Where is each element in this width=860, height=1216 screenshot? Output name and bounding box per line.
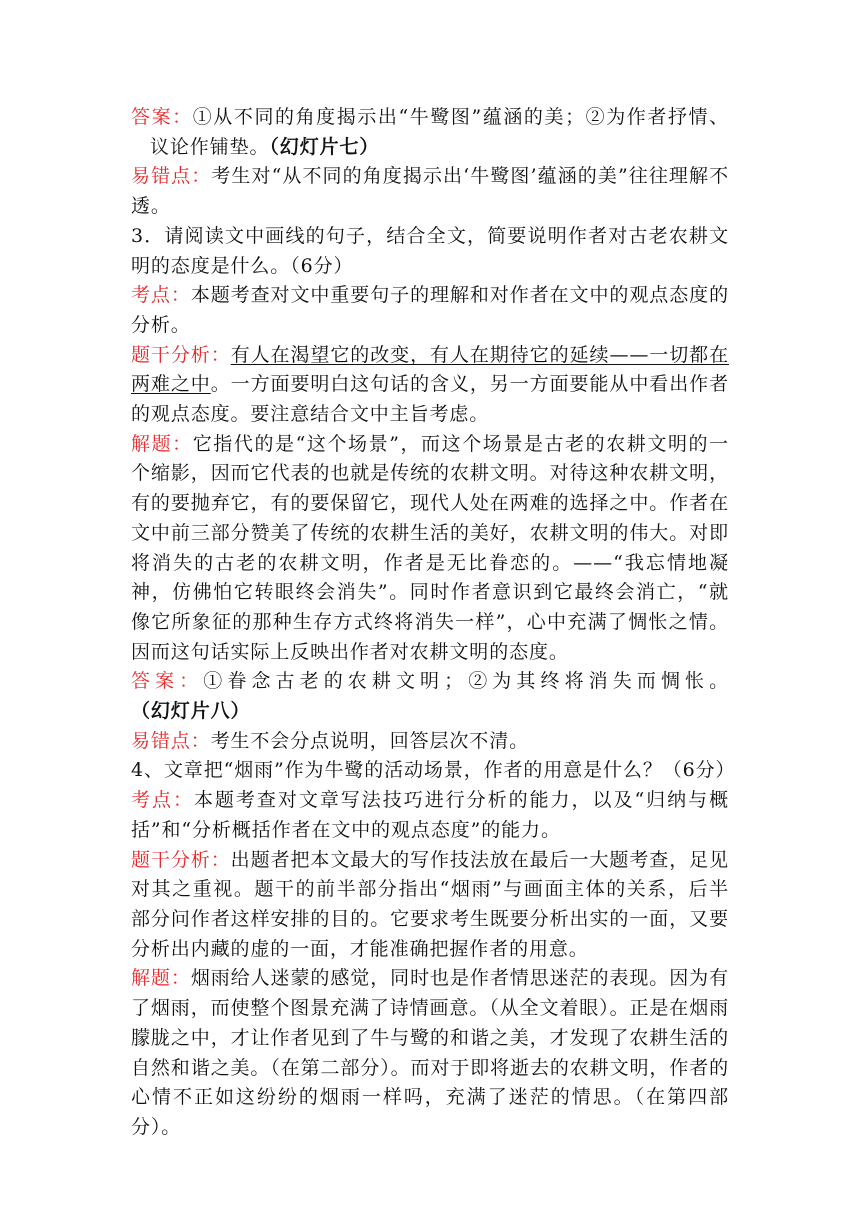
stem-analysis-paragraph-q3: [131, 341, 729, 430]
question-4: 4、文章把“烟雨”作为牛鹭的活动场景，作者的用意是什么？（6分）: [131, 759, 736, 782]
solution-text: 烟雨给人迷蒙的感觉，同时也是作者情思迷茫的表现。因为有了烟雨，而使整个图景充满了诗情画意。（从全文着眼）。正是在烟雨朦胧之中，才让作者见到了牛与鹭的和谐之美，才发现了农耕生活的自然和谐之美。（在第二部分）。而对于即将逝去的农耕文明，作者的心情不正如这纷纷的烟雨一样吗，充满了迷茫的情思。（在第四部分）。: [131, 967, 729, 1138]
test-point-paragraph-q4: [131, 786, 729, 845]
solution-paragraph-q3: [131, 430, 729, 668]
error-point-text: 考生对“从不同的角度揭示出‘牛鹭图’蕴涵的美”往往理解不透。: [131, 165, 729, 218]
test-point-label: 考点：: [131, 284, 191, 307]
stem-analysis-label: 题干分析：: [131, 343, 231, 366]
test-point-paragraph-q3: [131, 281, 729, 340]
stem-analysis-text: 出题者把本文最大的写作技法放在最后一大题考查，足见对其之重视。题干的前半部分指出“烟雨”与画面主体的关系，后半部分问作者这样安排的目的。它要求考生既要分析出实的一面，又要分析出内藏的虚的一面，才能准确把握作者的用意。: [131, 848, 729, 960]
error-point-label: 易错点：: [131, 165, 212, 188]
answer-label: 答案：: [131, 670, 204, 693]
solution-paragraph-q4: [131, 964, 729, 1142]
document-page: [131, 103, 736, 1143]
error-point-paragraph-q2: [131, 162, 729, 221]
answer-paragraph-q3: [131, 667, 729, 726]
underlined-quote: 有人在渴望它的改变，有人在期待它的延续——一切都在两难之中: [131, 343, 729, 396]
stem-analysis-text: 。一方面要明白这句话的含义，另一方面要能从中看出作者的观点态度。要注意结合文中主旨考虑。: [131, 373, 730, 426]
error-point-paragraph-q3: [131, 727, 729, 757]
test-point-text: 本题考查对文中重要句子的理解和对作者在文中的观点态度的分析。: [131, 284, 729, 336]
error-point-text: 考生不会分点说明，回答层次不清。: [210, 729, 530, 752]
stem-analysis-label: 题干分析：: [131, 848, 231, 871]
question-3: 3．请阅读文中画线的句子，结合全文，简要说明作者对古老农耕文明的态度是什么。（6分）: [131, 224, 729, 277]
solution-label: 解题：: [131, 432, 193, 455]
slide-reference: （幻灯片八）: [131, 700, 251, 723]
solution-label: 解题：: [131, 967, 191, 990]
answer-text: ①眷念古老的农耕文明；②为其终将消失而惆怅。: [203, 670, 729, 693]
error-point-label: 易错点：: [131, 729, 211, 752]
solution-text: 它指代的是“这个场景”，而这个场景是古老的农耕文明的一个缩影，因而它代表的也就是传统的农耕文明。对待这种农耕文明，有的要抛弃它，有的要保留它，现代人处在两难的选择之中。作者在文中前三部分赞美了传统的农耕生活的美好，农耕文明的伟大。对即将消失的古老的农耕文明，作者是无比眷恋的。——“我忘情地凝神，仿佛怕它转眼终会消失”。同时作者意识到它最终会消亡，“就像它所象征的那种生存方式终将消失一样”，心中充满了惆怅之情。因而这句话实际上反映出作者对农耕文明的态度。: [131, 432, 730, 663]
test-point-label: 考点：: [131, 789, 194, 812]
slide-reference: （幻灯片七）: [269, 135, 380, 158]
stem-analysis-paragraph-q4: [131, 846, 729, 965]
test-point-text: 本题考查对文章写法技巧进行分析的能力，以及“归纳与概括”和“分析概括作者在文中的观点态度”的能力。: [131, 789, 729, 841]
answer-text: ①从不同的角度揭示出“牛鹭图”蕴涵的美；②为作者抒情、议论作铺垫。: [150, 106, 730, 158]
answer-paragraph-q2: [131, 103, 729, 162]
answer-label: 答案：: [131, 106, 193, 128]
